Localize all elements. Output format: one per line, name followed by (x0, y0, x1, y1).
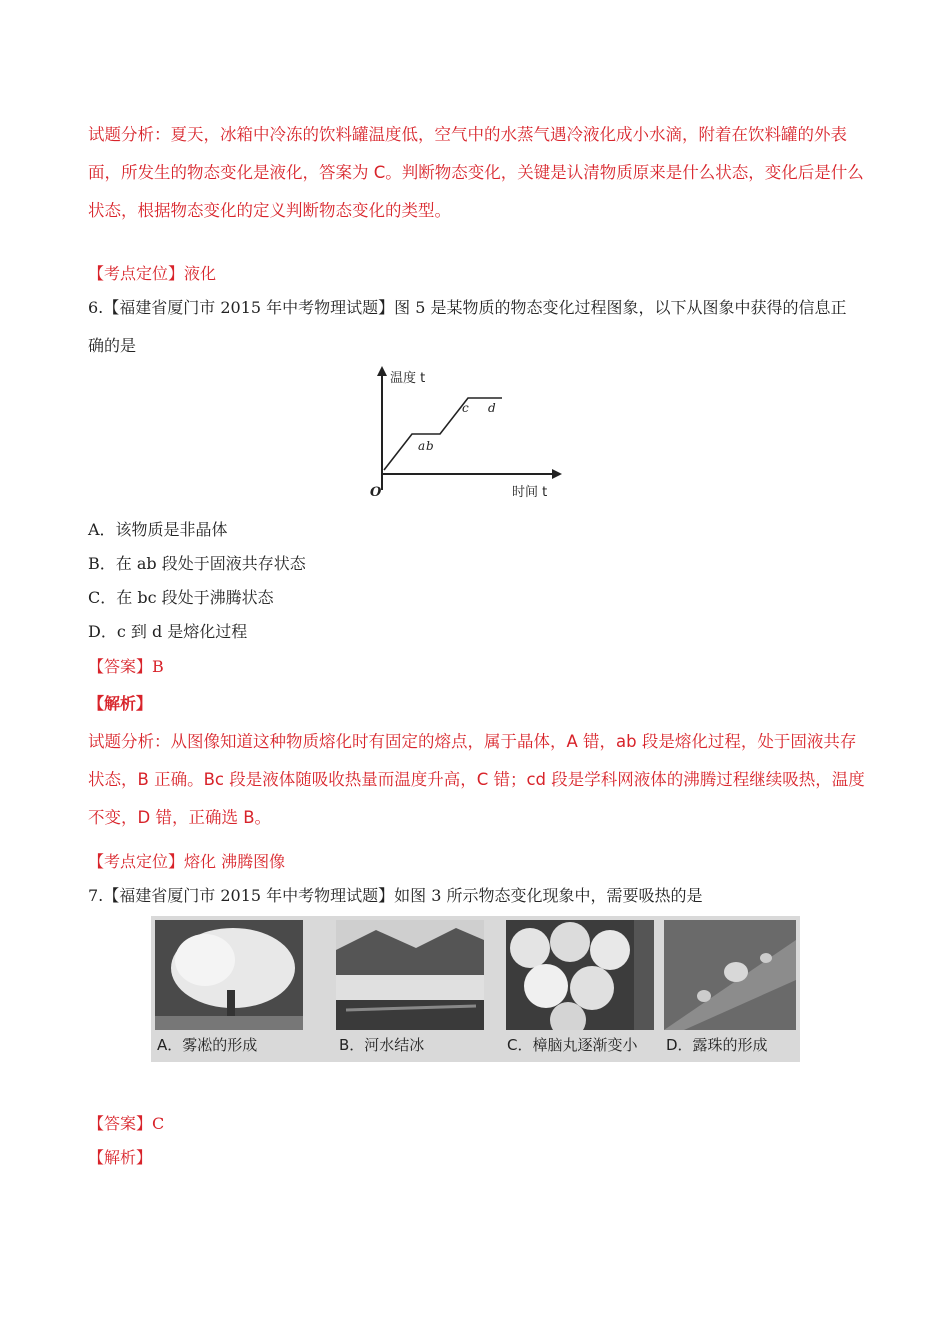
point-label: 【考点定位】 (88, 264, 185, 283)
point-label-d: d (488, 401, 496, 415)
q6-option-d: D．c 到 d 是熔化过程 (88, 622, 248, 641)
temperature-time-graph (360, 362, 570, 504)
q7-analysis-label: 【解析】 (88, 1148, 153, 1167)
q6-answer-line (88, 657, 164, 677)
point-label-b: b (426, 439, 434, 453)
point-label-a: a (418, 439, 426, 453)
q7-answer-label: 【答案】 (88, 1114, 153, 1133)
y-axis-label: 温度 t (390, 371, 426, 386)
q6-analysis-line-3: 不变，D 错，正确选 B。 (88, 808, 272, 827)
origin-label: O (370, 485, 382, 500)
photo-camphor-balls (506, 920, 654, 1030)
x-axis-label: 时间 t (512, 485, 548, 500)
q7-answer-value: C (152, 1114, 165, 1133)
caption-d: D．露珠的形成 (666, 1036, 768, 1054)
photo-frozen-river (336, 920, 484, 1030)
x-axis-arrow (552, 469, 562, 479)
q6-option-a: A．该物质是非晶体 (88, 520, 228, 539)
answer-label: 【答案】 (88, 657, 153, 676)
caption-b: B．河水结冰 (339, 1036, 425, 1054)
q6-stem-line-1: 6.【福建省厦门市 2015 年中考物理试题】图 5 是某物质的物态变化过程图象，以下从图象中获得的信息正 (88, 298, 847, 317)
q6-option-c: C．在 bc 段处于沸腾状态 (88, 588, 274, 607)
photo-dew-drops (664, 920, 796, 1030)
point-label-c: c (462, 401, 469, 415)
caption-c: C．樟脑丸逐渐变小 (507, 1036, 638, 1054)
q6-point-value: 熔化 沸腾图像 (184, 852, 286, 871)
q6-stem-line-2: 确的是 (88, 336, 137, 355)
q6-analysis-line-1: 试题分析：从图像知道这种物质熔化时有固定的熔点，属于晶体，A 错，ab 段是熔化过程，处于固液共存 (88, 732, 857, 751)
q6-analysis-line-2: 状态，B 正确。Bc 段是液体随吸收热量而温度升高，C 错；cd 段是学科网液体的沸腾过程继续吸热，温度 (88, 770, 865, 789)
q7-answer-line (88, 1114, 164, 1134)
point-line-1 (88, 264, 216, 284)
caption-a: A．雾凇的形成 (157, 1036, 258, 1054)
q7-photo-strip (151, 916, 800, 1062)
analysis-line-1: 试题分析：夏天，冰箱中冷冻的饮料罐温度低，空气中的水蒸气遇冷液化成小水滴，附着在饮料罐的外表 (88, 125, 847, 144)
photo-rime-tree (155, 920, 303, 1030)
analysis-line-3: 状态，根据物态变化的定义判断物态变化的类型。 (88, 201, 451, 220)
analysis-line-2: 面，所发生的物态变化是液化，答案为 C。判断物态变化，关键是认清物质原来是什么状态，变化后是什么 (88, 163, 864, 182)
q7-stem: 7.【福建省厦门市 2015 年中考物理试题】如图 3 所示物态变化现象中，需要吸热的是 (88, 886, 703, 905)
q6-option-b: B．在 ab 段处于固液共存状态 (88, 554, 306, 573)
q6-point-label: 【考点定位】 (88, 852, 185, 871)
answer-value: B (152, 657, 164, 676)
point-value: 液化 (184, 264, 217, 283)
data-line (384, 398, 502, 470)
q6-analysis-label: 【解析】 (88, 694, 153, 713)
q6-point-line (88, 852, 285, 872)
y-axis-arrow (377, 366, 387, 376)
